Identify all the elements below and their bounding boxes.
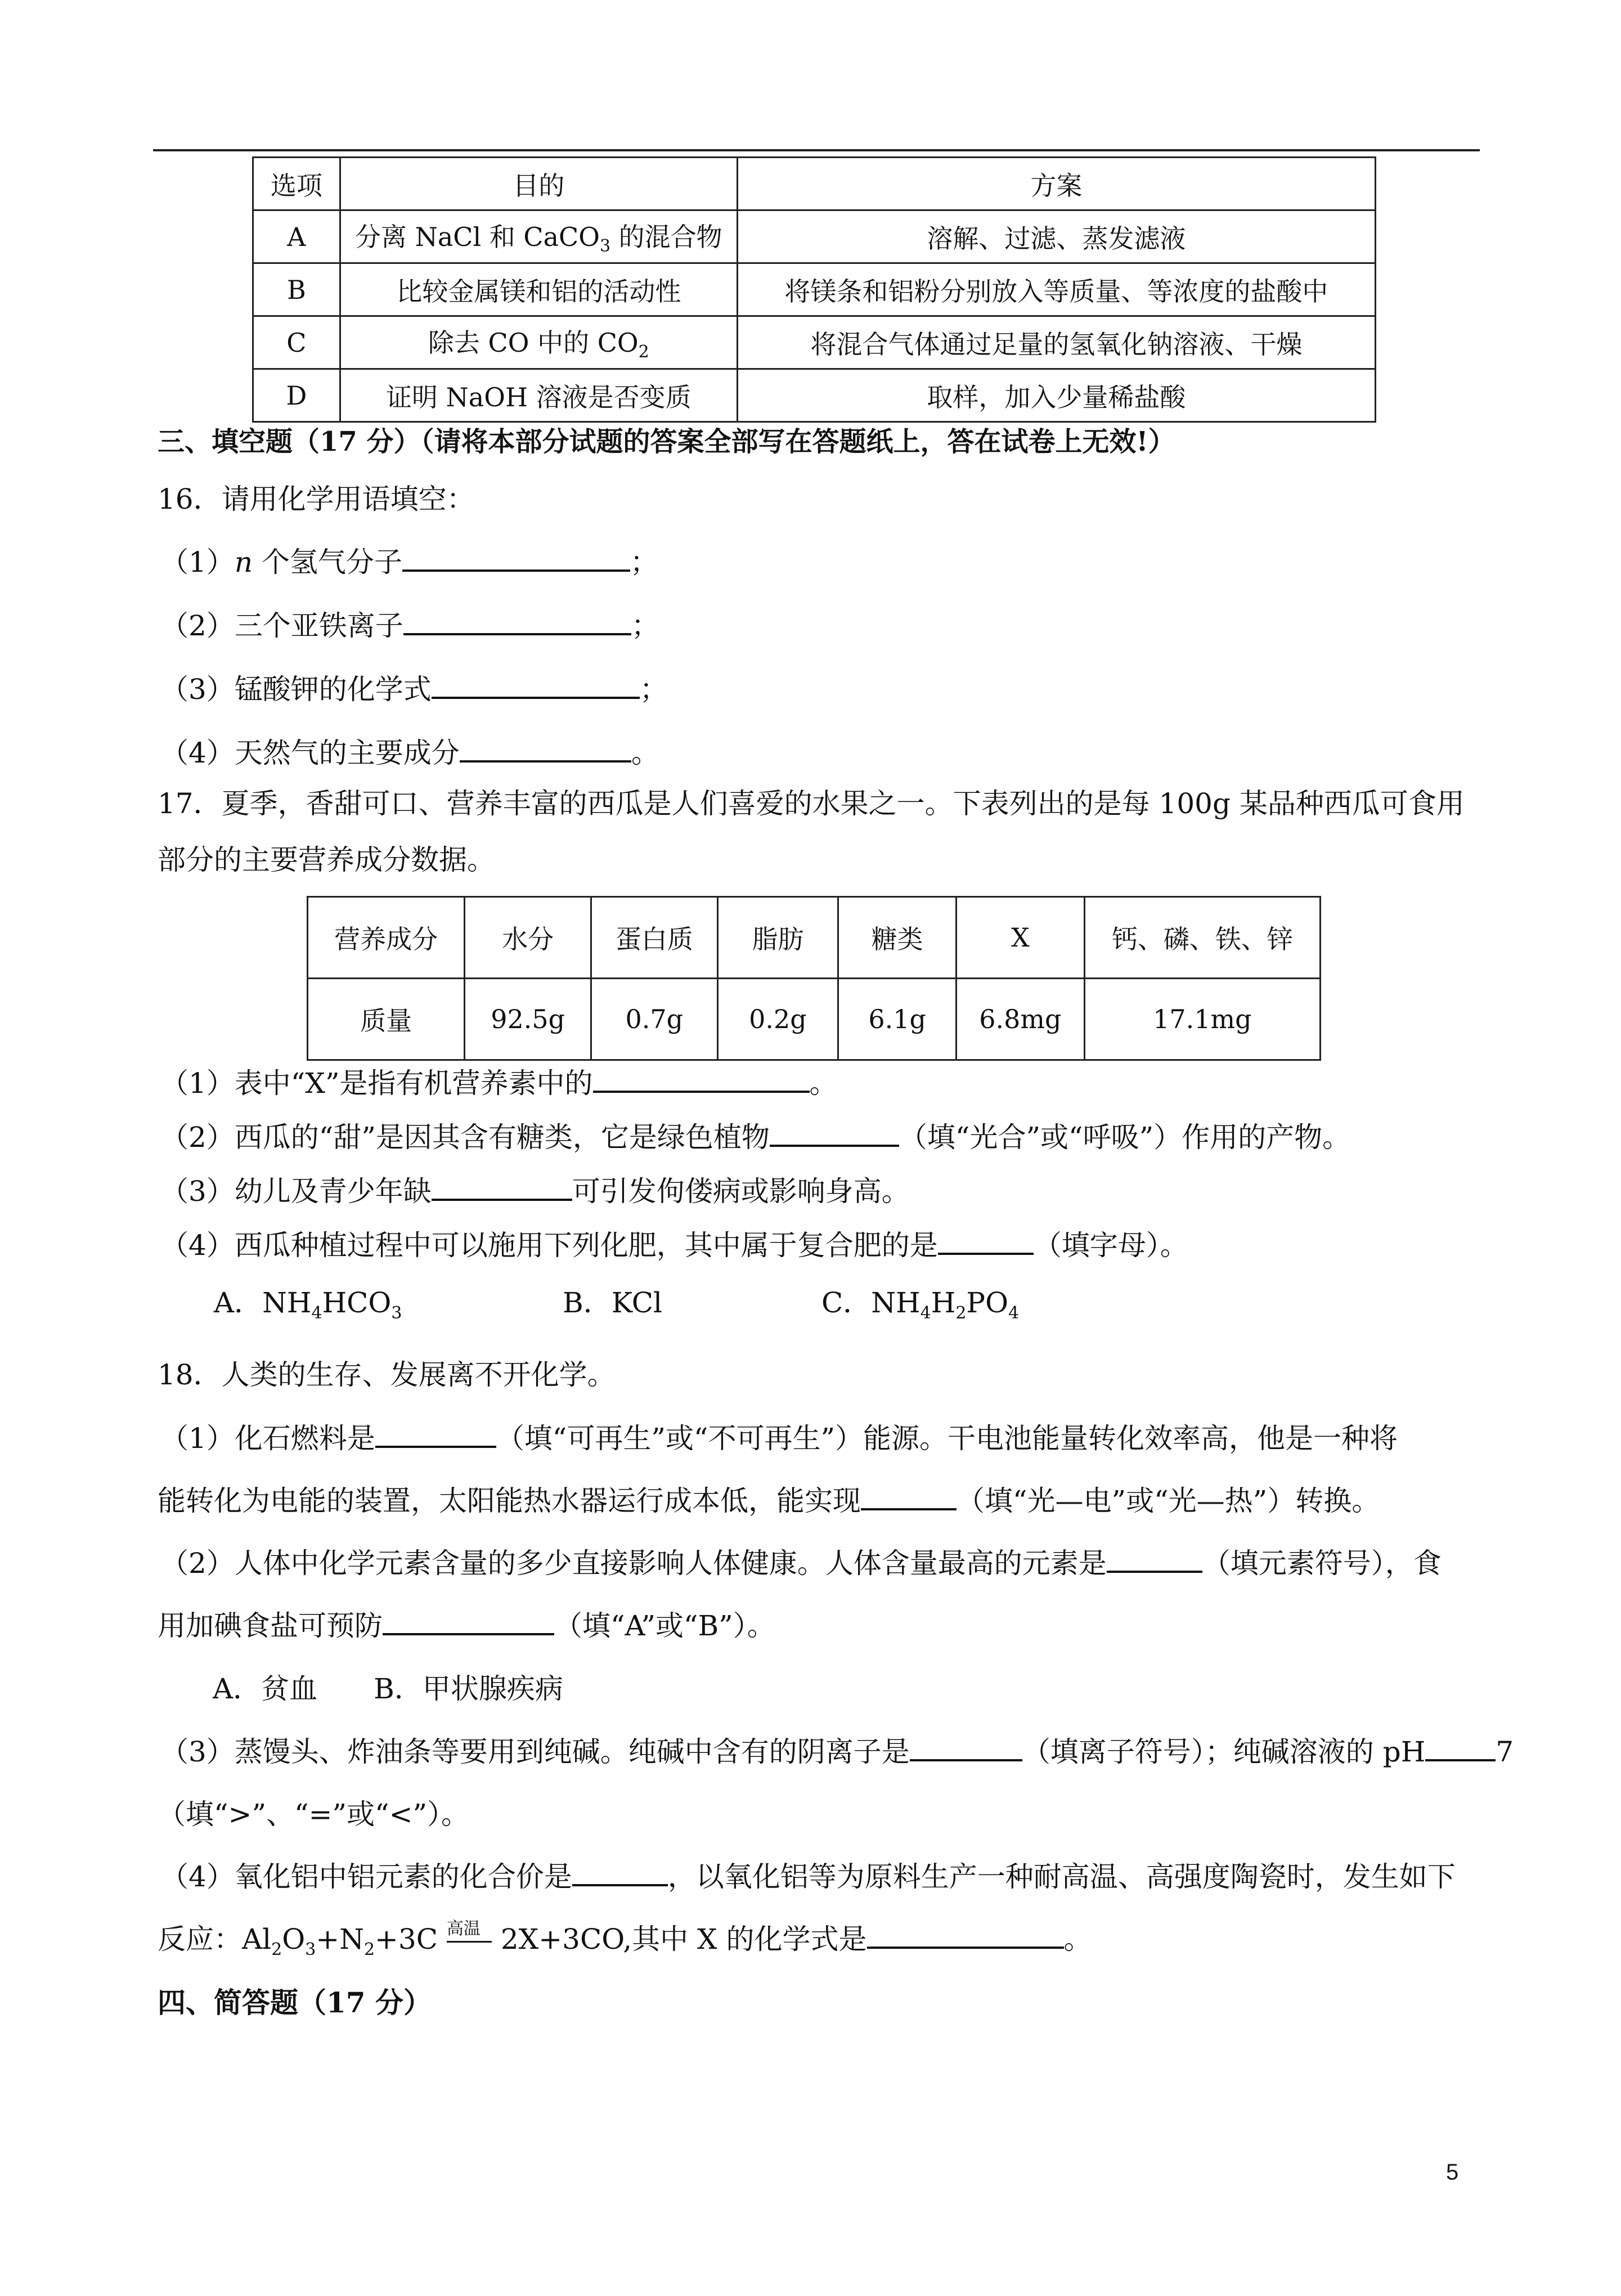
q16-item-1: [160, 542, 658, 582]
item-text: 个氢气分子: [253, 546, 402, 579]
header-cell: 方案: [737, 158, 1375, 210]
part-text: 能转化为电能的装置，太阳能热水器运行成本低，能实现: [158, 1485, 861, 1517]
equation-text: 2X+3CO,其中 X 的化学式是: [500, 1923, 867, 1956]
purpose-text: 除去 CO 中的 CO: [428, 328, 639, 358]
subscript: 4: [1008, 1303, 1020, 1323]
plan-cell: 取样，加入少量稀盐酸: [737, 369, 1375, 422]
answer-blank[interactable]: [910, 1732, 1022, 1761]
q16-item-4: [160, 733, 659, 773]
part-text: （2）人体中化学元素含量的多少直接影响人体健康。人体含量最高的元素是: [160, 1547, 1107, 1580]
subscript: 3: [599, 236, 611, 257]
subscript: 2: [638, 342, 649, 362]
item-end: ；: [631, 609, 659, 642]
option-text: H: [931, 1286, 956, 1319]
subscript: 2: [363, 1940, 375, 1959]
nutrient-cell: 糖类: [838, 897, 957, 979]
part-text: （1）表中“X”是指有机营养素中的: [160, 1067, 593, 1100]
part-text: （4）氧化铝中铝元素的化合价是: [160, 1860, 572, 1893]
purpose-text: 的混合物: [610, 222, 722, 253]
item-text: 锰酸钾的化学式: [234, 673, 432, 706]
q17-option-a: [214, 1283, 402, 1333]
section-4-title: 四、简答题（17 分）: [158, 1986, 432, 2019]
nutrition-mass-row: [308, 979, 1321, 1060]
nutrient-cell: 钙、磷、铁、锌: [1084, 897, 1320, 979]
option-cell: D: [253, 369, 340, 422]
item-number: （3）: [160, 673, 235, 706]
item-text: 天然气的主要成分: [234, 737, 460, 769]
equation-text: O: [282, 1923, 306, 1956]
plan-cell: 将混合气体通过足量的氢氧化钠溶液、干燥: [737, 316, 1375, 369]
equation-text: +N: [316, 1923, 364, 1956]
part-text: （4）西瓜种植过程中可以施用下列化肥，其中属于复合肥的是: [160, 1229, 938, 1262]
item-number: （4）: [160, 737, 235, 769]
q18-part-3-line2: （填“>”、“=”或“<”）。: [158, 1798, 470, 1831]
q18-part-2-options: A．贫血 B．甲状腺疾病: [213, 1672, 563, 1705]
option-cell: A: [253, 210, 340, 263]
part-end: （填字母）。: [1033, 1229, 1188, 1262]
answer-blank[interactable]: [375, 1419, 496, 1448]
q18-part-1-line2: [158, 1481, 1380, 1521]
q18-stem: 18．人类的生存、发展离不开化学。: [158, 1358, 616, 1391]
header-cell: 选项: [253, 158, 340, 210]
q18-part-2-line2: [158, 1606, 775, 1645]
table-row: [253, 369, 1376, 422]
answer-blank[interactable]: [432, 1172, 572, 1201]
table-row: [253, 263, 1376, 316]
part-end: 。: [809, 1067, 838, 1100]
part-text: （填“A”或“B”）。: [554, 1609, 775, 1642]
part-end: （填“光合”或“呼吸”）作用的产物。: [899, 1121, 1351, 1154]
answer-blank[interactable]: [572, 1857, 668, 1886]
answer-blank[interactable]: [383, 1606, 554, 1635]
answer-blank[interactable]: [1107, 1544, 1202, 1573]
purpose-cell: [340, 263, 737, 316]
q17-part-4: [160, 1226, 1188, 1265]
q17-stem-line1: 17．夏季，香甜可口、营养丰富的西瓜是人们喜爱的水果之一。下表列出的是每 100g 某品种西瓜可食用: [158, 787, 1465, 820]
equation-text: +3C: [375, 1923, 438, 1956]
table-header-row: [253, 158, 1376, 210]
mass-cell: 6.1g: [838, 979, 957, 1060]
reaction-condition-arrow: [447, 1920, 492, 1959]
part-text: （填离子符号）；纯碱溶液的 pH: [1022, 1736, 1426, 1768]
plan-cell: 将镁条和铝粉分别放入等质量、等浓度的盐酸中: [737, 263, 1375, 316]
part-text: （填元素符号），食: [1202, 1547, 1442, 1580]
q16-item-2: [160, 606, 659, 645]
option-text: PO: [966, 1286, 1009, 1319]
option-text: HCO: [322, 1286, 392, 1319]
q16-stem: 16．请用化学用语填空：: [158, 483, 475, 515]
mass-cell: 17.1mg: [1084, 979, 1320, 1060]
subscript: 2: [271, 1940, 282, 1959]
nutrient-cell: 营养成分: [308, 897, 465, 979]
subscript: 2: [955, 1303, 967, 1323]
equation-text: 反应：Al: [158, 1923, 272, 1956]
answer-blank[interactable]: [1425, 1732, 1496, 1761]
mass-cell: 0.7g: [591, 979, 718, 1060]
q18-part-4-line2: [158, 1920, 1092, 1970]
italic-variable: n: [234, 546, 253, 579]
section-3-title: 三、填空题（17 分）（请将本部分试题的答案全部写在答题纸上，答在试卷上无效!）: [158, 426, 1175, 458]
q17-stem-line2: 部分的主要营养成分数据。: [158, 844, 495, 876]
q18-part-2-line1: [160, 1544, 1442, 1583]
subscript: 4: [311, 1303, 322, 1323]
subscript: 3: [391, 1303, 402, 1323]
q18-part-3-line1: [160, 1732, 1514, 1772]
item-number: （2）: [160, 609, 235, 642]
purpose-cell: [340, 210, 737, 263]
subscript: 4: [920, 1303, 931, 1323]
answer-blank[interactable]: [432, 670, 640, 699]
table-row: [253, 210, 1376, 263]
part-text: 7: [1496, 1736, 1514, 1768]
page-number: 5: [1446, 2160, 1459, 2185]
part-text: 用加碘食盐可预防: [158, 1609, 383, 1642]
q17-part-2: [160, 1118, 1350, 1157]
answer-blank[interactable]: [402, 542, 630, 572]
purpose-text: 比较金属镁和铝的活动性: [396, 276, 681, 307]
purpose-cell: [340, 369, 737, 422]
option-cell: B: [253, 263, 340, 316]
answer-blank[interactable]: [867, 1920, 1064, 1949]
answer-blank[interactable]: [861, 1481, 957, 1510]
item-end: 。: [631, 737, 659, 769]
purpose-text: 分离 NaCl 和 CaCO: [354, 222, 600, 253]
part-text: ，以氧化铝等为原料生产一种耐高温、高强度陶瓷时，发生如下: [667, 1860, 1456, 1893]
purpose-text: 证明 NaOH 溶液是否变质: [385, 382, 691, 412]
mass-cell: 质量: [308, 979, 465, 1060]
q17-option-b: B．KCl: [563, 1286, 663, 1319]
q17-part-1: [160, 1064, 838, 1103]
item-end: ；: [630, 546, 658, 579]
answer-blank[interactable]: [938, 1226, 1034, 1255]
q17-option-c: [821, 1283, 1019, 1333]
item-end: ；: [639, 673, 668, 706]
answer-blank[interactable]: [593, 1064, 810, 1093]
nutrient-cell: 蛋白质: [591, 897, 718, 979]
part-text: （2）西瓜的“甜”是因其含有糖类，它是绿色植物: [160, 1121, 770, 1154]
part-text: （填“光—电”或“光—热”）转换。: [957, 1485, 1380, 1517]
header-cell: 目的: [340, 158, 737, 210]
item-number: （1）: [160, 546, 235, 579]
q16-item-3: [160, 670, 668, 709]
part-end: 可引发佝偻病或影响身高。: [572, 1175, 910, 1208]
nutrition-table: [307, 896, 1321, 1061]
header-rule: [153, 149, 1480, 151]
item-text: 三个亚铁离子: [234, 609, 403, 642]
purpose-cell: [340, 316, 737, 369]
part-text: （1）化石燃料是: [160, 1422, 375, 1455]
part-text: （填“可再生”或“不可再生”）能源。干电池能量转化效率高，他是一种将: [496, 1422, 1398, 1455]
nutrient-cell: X: [956, 897, 1084, 979]
part-text: （3）幼儿及青少年缺: [160, 1175, 432, 1208]
mass-cell: 92.5g: [465, 979, 591, 1060]
option-text: A．NH: [214, 1286, 312, 1319]
q18-part-4-line1: [160, 1857, 1456, 1896]
mass-cell: 0.2g: [717, 979, 838, 1060]
option-text: C．NH: [821, 1286, 920, 1319]
plan-cell: 溶解、过滤、蒸发滤液: [737, 210, 1375, 263]
option-cell: C: [253, 316, 340, 369]
nutrient-cell: 脂肪: [717, 897, 838, 979]
mass-cell: 6.8mg: [956, 979, 1084, 1060]
answer-blank[interactable]: [403, 606, 631, 635]
answer-blank[interactable]: [460, 733, 631, 763]
q18-part-1-line1: [160, 1419, 1398, 1458]
experiment-table: [252, 156, 1376, 423]
q17-part-3: [160, 1172, 910, 1211]
part-text: （3）蒸馒头、炸油条等要用到纯碱。纯碱中含有的阴离子是: [160, 1736, 910, 1768]
subscript: 3: [305, 1940, 316, 1959]
nutrition-header-row: [308, 897, 1321, 979]
table-row: [253, 316, 1376, 369]
reaction-condition: 高温: [446, 1919, 481, 1939]
nutrient-cell: 水分: [465, 897, 591, 979]
part-end: 。: [1063, 1923, 1092, 1956]
answer-blank[interactable]: [770, 1118, 899, 1147]
